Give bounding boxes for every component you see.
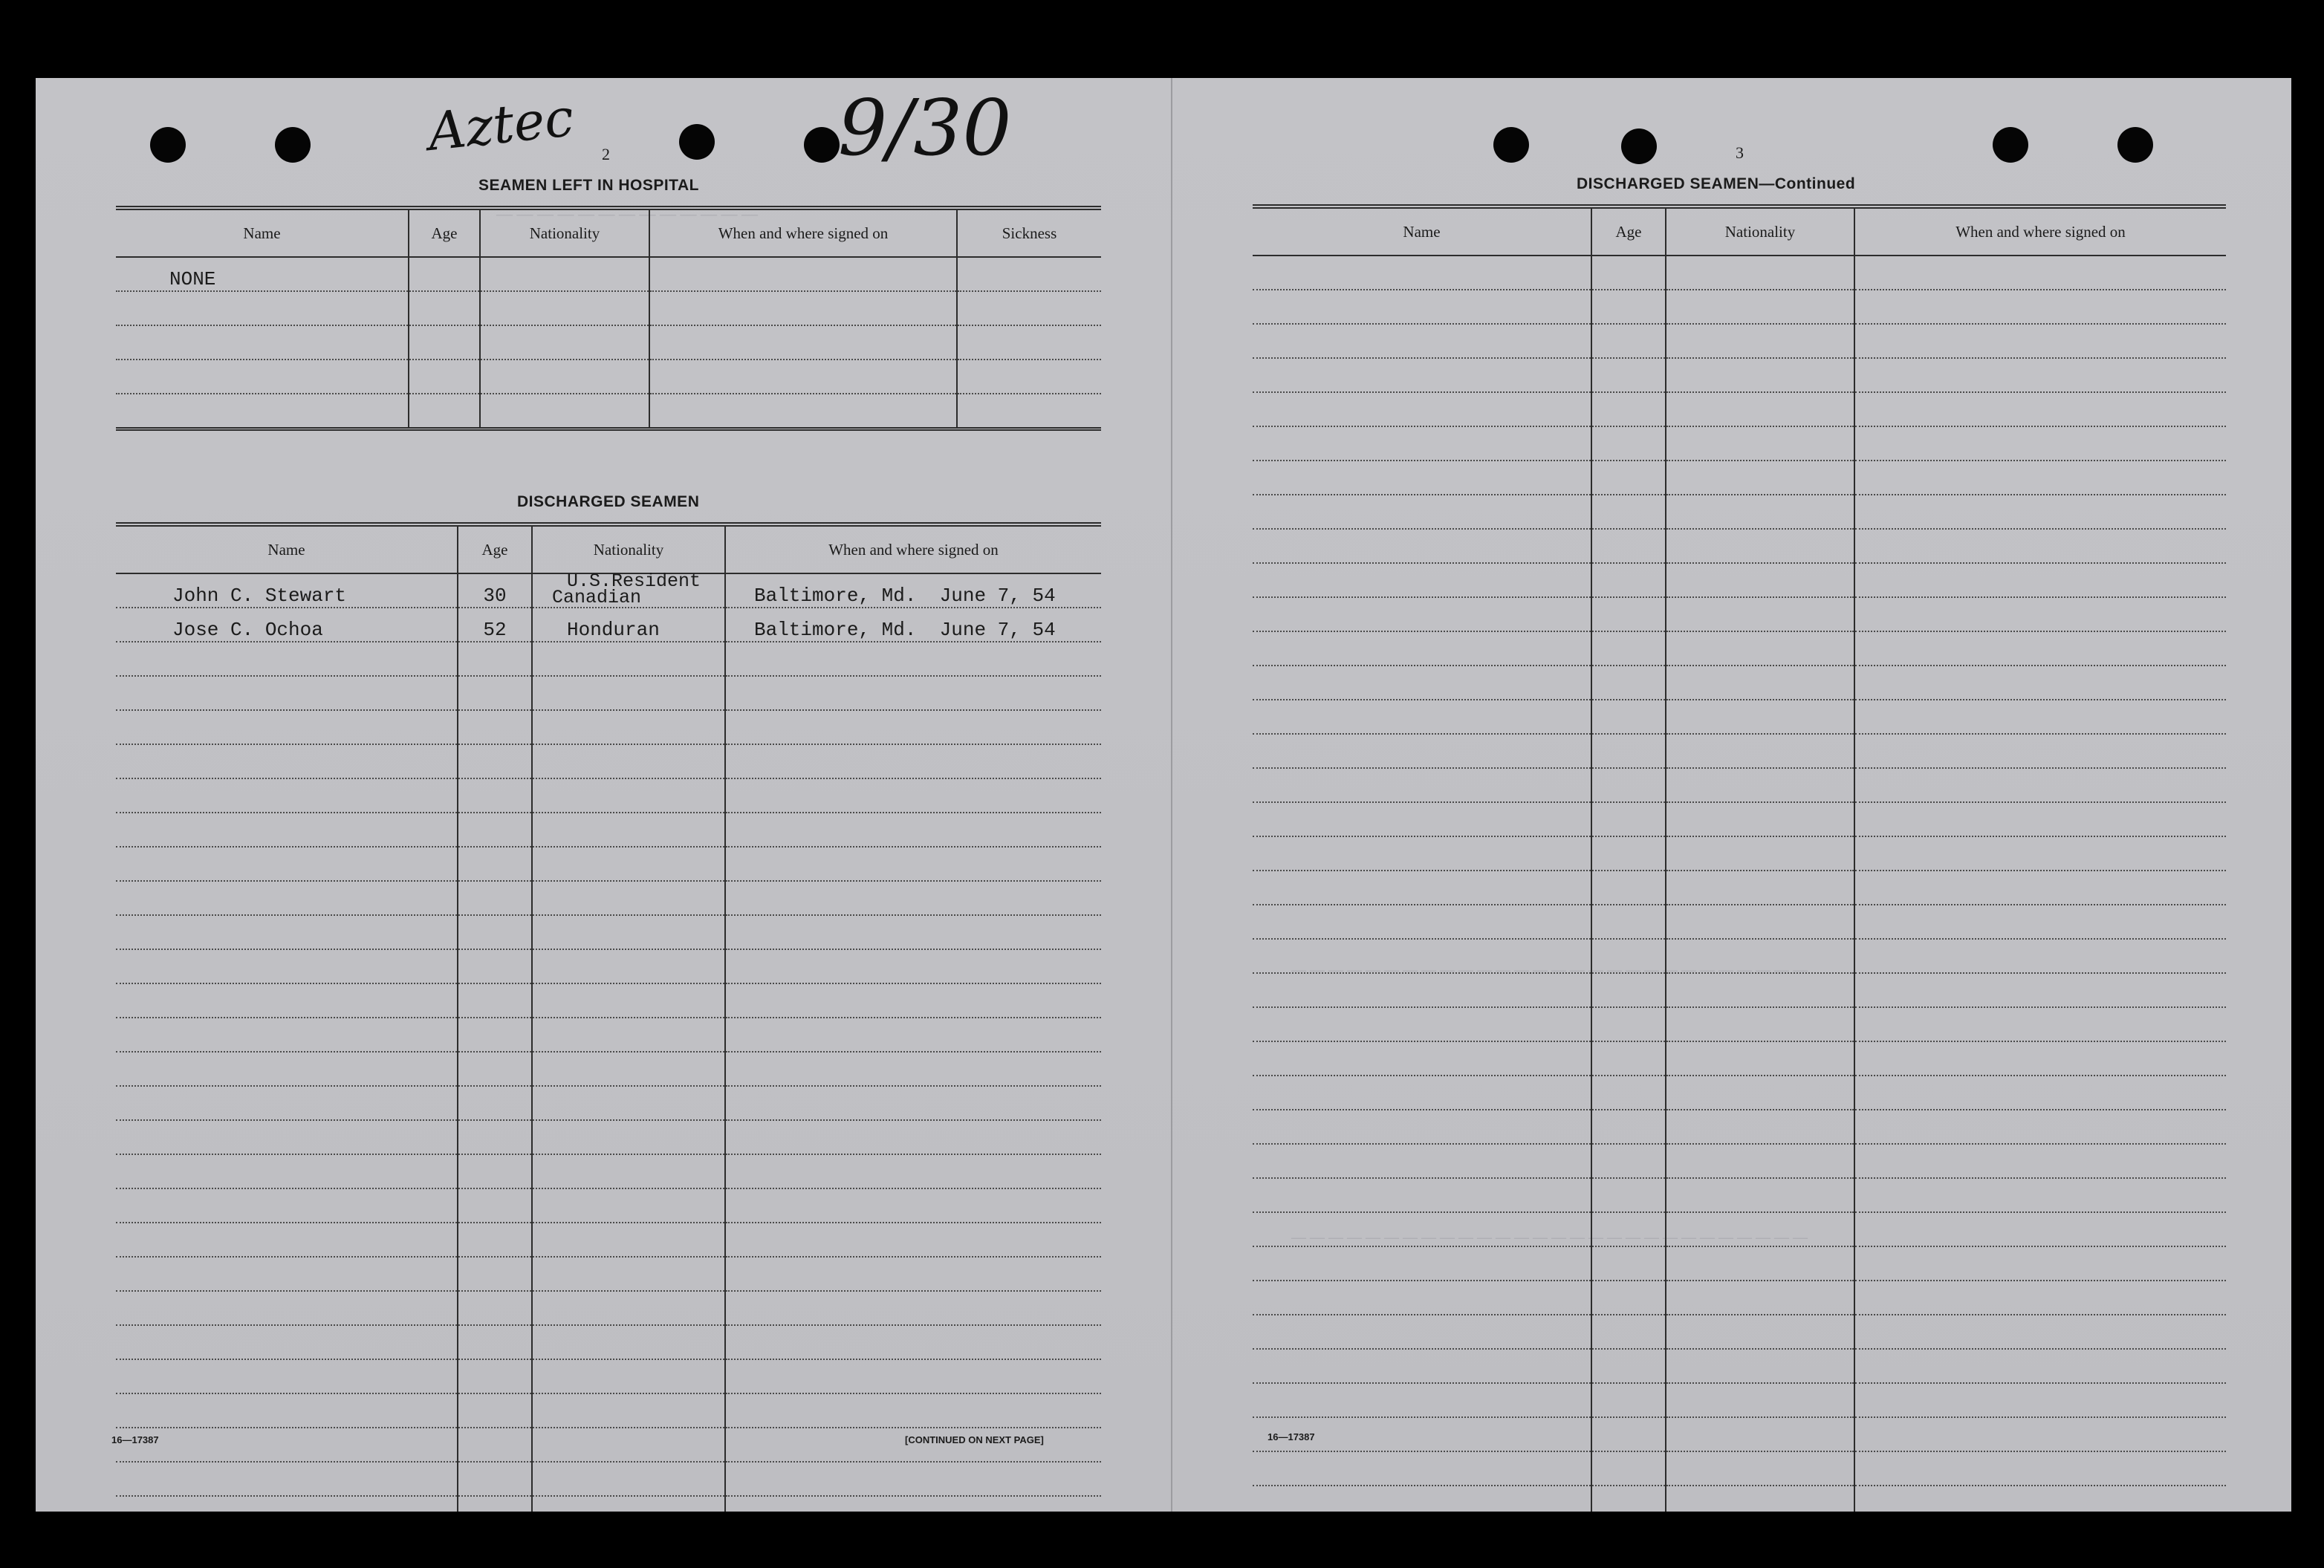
table-row xyxy=(116,983,1101,1018)
table-row xyxy=(116,881,1101,915)
column-header: Nationality xyxy=(480,208,649,257)
table-row xyxy=(1253,358,2226,392)
nationality-annotation: U.S.Resident xyxy=(567,570,701,592)
table-row xyxy=(1253,256,2226,290)
table-row xyxy=(1253,1144,2226,1178)
table-row xyxy=(1253,666,2226,700)
table-row xyxy=(116,1052,1101,1086)
table-row xyxy=(116,1291,1101,1325)
binder-hole xyxy=(679,124,715,160)
table-row xyxy=(1253,461,2226,495)
table-row xyxy=(116,1120,1101,1154)
table-row xyxy=(116,1223,1101,1257)
seaman-age: 52 xyxy=(458,608,532,642)
column-header: Nationality xyxy=(1666,206,1854,256)
table-row xyxy=(1253,1281,2226,1315)
handwritten-vessel-name: Aztec xyxy=(425,86,577,163)
table-row xyxy=(1253,871,2226,905)
column-header: When and where signed on xyxy=(725,524,1101,573)
seaman-name: Jose C. Ochoa xyxy=(116,608,458,642)
discharged-table xyxy=(116,522,1101,1512)
table-row xyxy=(1253,939,2226,973)
table-row xyxy=(116,744,1101,778)
table-row xyxy=(116,1086,1101,1120)
page-number: 2 xyxy=(602,145,610,163)
seaman-nationality: Honduran xyxy=(532,608,725,642)
table-row xyxy=(1253,1110,2226,1144)
table-row xyxy=(1253,1383,2226,1417)
table-row xyxy=(116,1496,1101,1512)
column-header: Age xyxy=(409,208,480,257)
signed-on: Baltimore, Md. June 7, 54 xyxy=(725,608,1101,642)
continued-note: [CONTINUED ON NEXT PAGE] xyxy=(905,1434,1044,1445)
hospital-table xyxy=(116,206,1101,431)
table-row xyxy=(1253,1212,2226,1246)
table-row xyxy=(116,257,1101,291)
seaman-nationality-cell xyxy=(532,570,725,608)
discharged-continued-table xyxy=(1253,204,2226,1512)
binder-hole xyxy=(275,127,311,163)
table-row xyxy=(1253,700,2226,734)
column-header: When and where signed on xyxy=(649,208,957,257)
column-header: Sickness xyxy=(957,208,1101,257)
column-header: Age xyxy=(1591,206,1666,256)
table-row xyxy=(1253,1315,2226,1349)
table-row xyxy=(1253,324,2226,358)
form-number: 16—17387 xyxy=(1268,1431,1315,1442)
table-row xyxy=(116,608,1101,642)
table-row xyxy=(116,1154,1101,1188)
table-row xyxy=(1253,563,2226,597)
handwritten-date: 9/30 xyxy=(838,82,1012,173)
table-row xyxy=(116,778,1101,813)
table-row xyxy=(1253,495,2226,529)
binder-hole xyxy=(2117,127,2153,163)
table-row xyxy=(1253,734,2226,768)
table-row xyxy=(116,813,1101,847)
table-row xyxy=(1253,1076,2226,1110)
table-row xyxy=(1253,1451,2226,1486)
table-row xyxy=(116,710,1101,744)
table-row xyxy=(116,915,1101,949)
table-row xyxy=(1253,426,2226,461)
page-number: 3 xyxy=(1736,143,1744,162)
table-row xyxy=(1253,1178,2226,1212)
table-row xyxy=(1253,1041,2226,1076)
table-row xyxy=(116,1462,1101,1496)
binder-hole xyxy=(1621,129,1657,164)
table-row xyxy=(1253,1486,2226,1512)
table-row xyxy=(1253,392,2226,426)
none-entry: NONE xyxy=(116,257,409,291)
table-row xyxy=(1253,973,2226,1007)
table-row xyxy=(116,1188,1101,1223)
seaman-nationality: Canadian xyxy=(552,587,642,608)
seaman-age: 30 xyxy=(458,573,532,608)
table-row xyxy=(116,642,1101,676)
binder-hole xyxy=(1993,127,2028,163)
table-row xyxy=(116,360,1101,394)
column-header: Name xyxy=(1253,206,1591,256)
table-row xyxy=(1253,802,2226,836)
table-row xyxy=(116,949,1101,983)
signed-on: Baltimore, Md. June 7, 54 xyxy=(725,573,1101,608)
table-row xyxy=(116,847,1101,881)
binder-hole xyxy=(1493,127,1529,163)
form-number: 16—17387 xyxy=(111,1434,159,1445)
table-row xyxy=(1253,631,2226,666)
table-row xyxy=(116,1359,1101,1393)
table-row xyxy=(116,1393,1101,1428)
table-row xyxy=(1253,836,2226,871)
column-header: Name xyxy=(116,524,458,573)
bleed-through-text: — — — — — — — — — — — — — — — — — — — — — — — — — — — — xyxy=(1291,962,1808,978)
table-row xyxy=(116,1257,1101,1291)
bleed-through-text: — — — — — — — — — — — — — — — — — — — — — — — — — — — — xyxy=(1291,1229,1808,1246)
table-row xyxy=(1253,1007,2226,1041)
table-row xyxy=(1253,1246,2226,1281)
right-page xyxy=(1172,78,2291,1512)
table-row xyxy=(1253,905,2226,939)
binder-hole xyxy=(150,127,186,163)
table-row xyxy=(1253,597,2226,631)
binder-hole xyxy=(804,127,840,163)
discharged-section-title: DISCHARGED SEAMEN xyxy=(517,493,700,510)
table-row xyxy=(116,394,1101,429)
table-row xyxy=(1253,1349,2226,1383)
column-header: Age xyxy=(458,524,532,573)
seaman-name: John C. Stewart xyxy=(116,573,458,608)
table-row xyxy=(1253,768,2226,802)
table-row xyxy=(1253,1417,2226,1451)
table-row xyxy=(116,325,1101,360)
continued-section-title: DISCHARGED SEAMEN—Continued xyxy=(1577,175,1856,192)
table-row xyxy=(116,291,1101,325)
table-row xyxy=(116,1325,1101,1359)
left-page xyxy=(36,78,1172,1512)
table-row xyxy=(1253,290,2226,324)
hospital-section-title: SEAMEN LEFT IN HOSPITAL xyxy=(478,177,699,194)
table-row xyxy=(116,676,1101,710)
bleed-through-text: — — — — — — — — — — — — — xyxy=(496,204,758,223)
column-header: When and where signed on xyxy=(1854,206,2226,256)
column-header: Name xyxy=(116,208,409,257)
table-row xyxy=(116,1018,1101,1052)
table-row xyxy=(116,573,1101,608)
column-header: Nationality xyxy=(532,524,725,573)
table-row xyxy=(1253,529,2226,563)
